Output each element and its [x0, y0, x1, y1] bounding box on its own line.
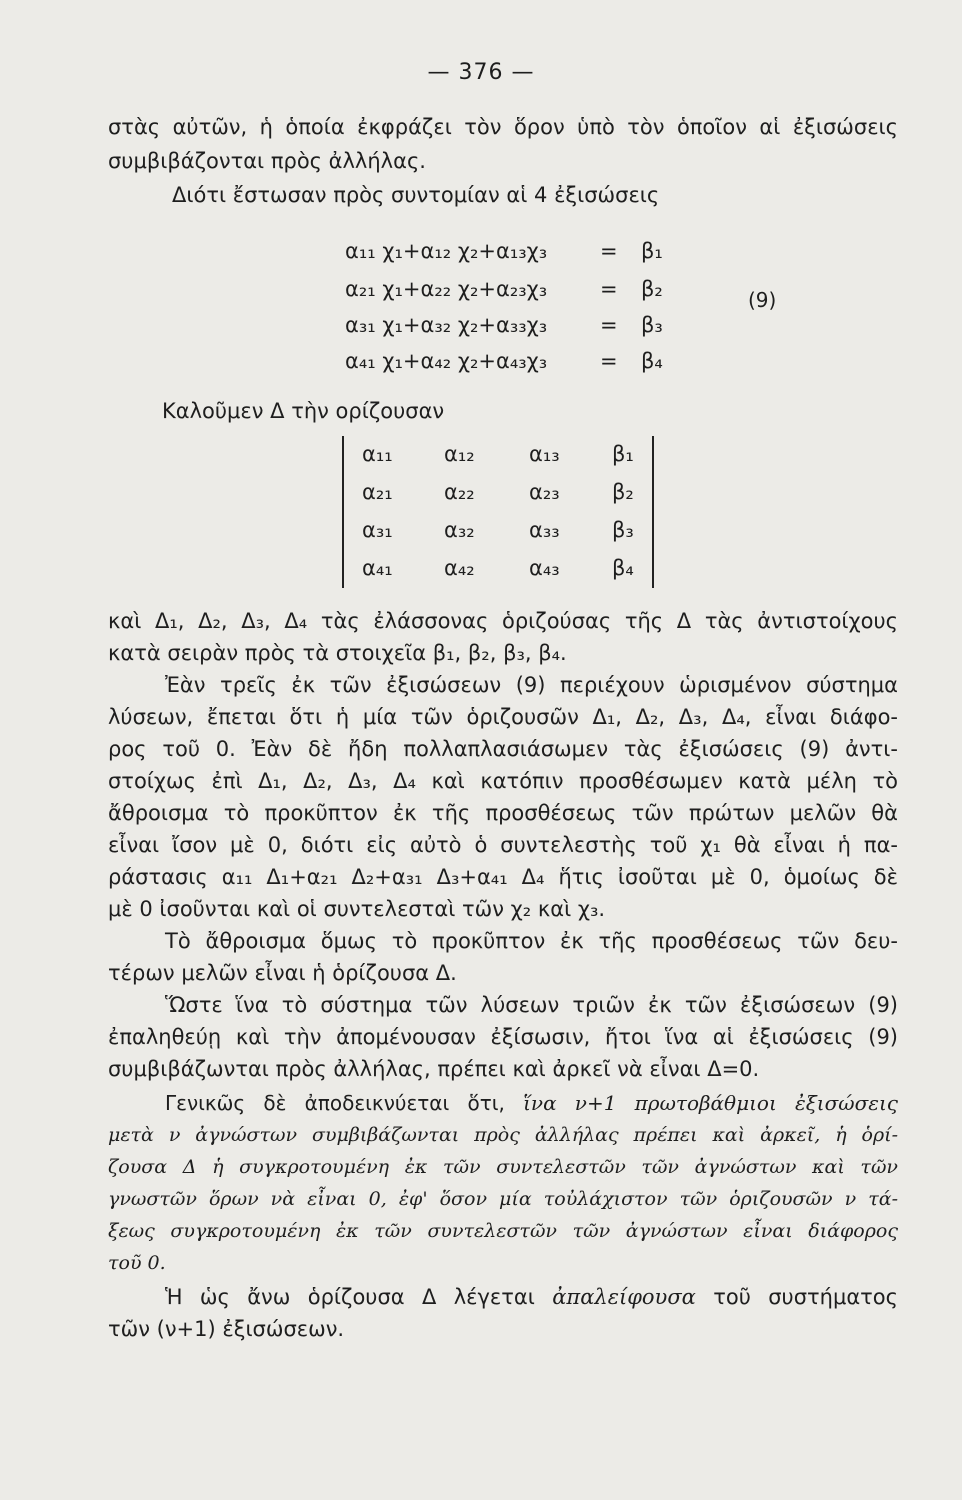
body-line: συμβιβάζωνται πρὸς ἀλλήλας, πρέπει καὶ ἀρκεῖ νὰ εἶναι Δ=0.	[108, 1057, 760, 1081]
intro-line-2: συμβιβάζονται πρὸς ἀλλήλας.	[108, 149, 426, 173]
equation-row	[345, 344, 665, 378]
intro-line-3: Διότι ἔστωσαν πρὸς συντομίαν αἱ 4 ἐξισώσεις	[172, 183, 660, 207]
body-line: τέρων μελῶν εἶναι ἡ ὁρίζουσα Δ.	[108, 961, 457, 985]
equation-rhs: β₄	[641, 349, 663, 373]
matrix-cell: α₂₃	[529, 480, 560, 504]
equation-lhs: α₂₁ χ₁+α₂₂ χ₂+α₂₃χ₃	[345, 277, 548, 301]
body-line: μὲ 0 ἰσοῦνται καὶ οἱ συντελεσταὶ τῶν χ₂ καὶ χ₃.	[108, 897, 606, 921]
matrix-cell: α₁₂	[444, 442, 475, 466]
body-line: ἄθροισμα τὸ προκῦπτον ἐκ τῆς προσθέσεως τῶν πρώτων μελῶν θὰ	[108, 801, 898, 825]
theorem-text: ἵνα ν+1 πρωτοβάθμιοι ἐξισώσεις	[523, 1091, 899, 1115]
matrix-cell: α₃₂	[444, 518, 475, 542]
closing-term: ἀπαλείφουσα	[552, 1285, 696, 1309]
equals-sign: =	[600, 239, 618, 263]
body-line: εἶναι ἴσον μὲ 0, διότι εἰς αὐτὸ ὁ συντελεστὴς τοῦ χ₁ θὰ εἶναι ἡ πα-	[108, 833, 898, 857]
equation-rhs: β₂	[641, 277, 663, 301]
matrix-cell: β₂	[612, 480, 634, 504]
theorem-line: μετὰ ν ἀγνώστων συμβιβάζωνται πρὸς ἀλλήλας πρέπει καὶ ἀρκεῖ, ἡ ὁρί-	[108, 1124, 898, 1146]
matrix-cell: α₁₃	[529, 442, 560, 466]
equation-lhs: α₁₁ χ₁+α₁₂ χ₂+α₁₃χ₃	[345, 239, 548, 263]
theorem-line: τοῦ 0.	[108, 1252, 166, 1274]
intro-line-1: στὰς αὐτῶν, ἡ ὁποία ἐκφράζει τὸν ὅρον ὑπὸ τὸν ὁποῖον αἱ ἐξισώσεις	[108, 115, 898, 139]
matrix-cell: α₄₃	[529, 556, 560, 580]
body-line: Ὥστε ἵνα τὸ σύστημα τῶν λύσεων τριῶν ἐκ τῶν ἐξισώσεων (9)	[165, 993, 898, 1017]
equation-rhs: β₃	[641, 313, 663, 337]
equation-row	[345, 308, 665, 342]
theorem-line: γνωστῶν ὅρων νὰ εἶναι 0, ἐφ' ὅσον μία τοὐλάχιστον τῶν ὁριζουσῶν ν τά-	[108, 1188, 898, 1210]
closing-after: τοῦ συστήματος	[713, 1285, 898, 1309]
theorem-line: ζουσα Δ ἡ συγκροτουμένη ἐκ τῶν συντελεστῶν τῶν ἀγνώστων καὶ τῶν	[108, 1156, 898, 1178]
equation-lhs: α₃₁ χ₁+α₃₂ χ₂+α₃₃χ₃	[345, 313, 548, 337]
theorem-line-1	[165, 1088, 898, 1118]
equation-row	[345, 234, 665, 268]
closing-line-2: τῶν (ν+1) ἐξισώσεων.	[108, 1317, 345, 1341]
closing-line-1	[165, 1282, 898, 1312]
matrix-cell: α₂₁	[362, 480, 393, 504]
matrix-cell: β₁	[612, 442, 634, 466]
body-line: λύσεων, ἔπεται ὅτι ἡ μία τῶν ὁριζουσῶν Δ₁, Δ₂, Δ₃, Δ₄, εἶναι διάφο-	[108, 705, 898, 729]
equation-row	[345, 272, 665, 306]
matrix-cell: β₃	[612, 518, 634, 542]
equals-sign: =	[600, 313, 618, 337]
equals-sign: =	[600, 277, 618, 301]
body-line: καὶ Δ₁, Δ₂, Δ₃, Δ₄ τὰς ἐλάσσονας ὁριζούσας τῆς Δ τὰς ἀντιστοίχους	[108, 609, 898, 633]
determinant-matrix	[342, 436, 654, 588]
body-line: ἐπαληθεύῃ καὶ τὴν ἀπομένουσαν ἐξίσωσιν, ἤτοι ἵνα αἱ ἐξισώσεις (9)	[108, 1025, 898, 1049]
body-line: στοίχως ἐπὶ Δ₁, Δ₂, Δ₃, Δ₄ καὶ κατόπιν προσθέσωμεν κατὰ μέλη τὸ	[108, 769, 898, 793]
matrix-cell: α₄₂	[444, 556, 475, 580]
theorem-lead: Γενικῶς δὲ ἀποδεικνύεται ὅτι,	[165, 1091, 505, 1115]
equation-rhs: β₁	[641, 239, 663, 263]
matrix-cell: α₄₁	[362, 556, 393, 580]
matrix-cell: β₄	[612, 556, 634, 580]
equation-lhs: α₄₁ χ₁+α₄₂ χ₂+α₄₃χ₃	[345, 349, 548, 373]
matrix-cell: α₃₃	[529, 518, 560, 542]
matrix-cell: α₁₁	[362, 442, 393, 466]
body-line: ρος τοῦ 0. Ἐὰν δὲ ἤδη πολλαπλασιάσωμεν τὰς ἐξισώσεις (9) ἀντι-	[108, 737, 898, 761]
theorem-line: ξεως συγκροτουμένη ἐκ τῶν συντελεστῶν τῶν ἀγνώστων εἶναι διάφορος	[108, 1220, 898, 1242]
body-line: Ἐὰν τρεῖς ἐκ τῶν ἐξισώσεων (9) περιέχουν ὡρισμένον σύστημα	[165, 673, 898, 697]
body-line: ράστασις α₁₁ Δ₁+α₂₁ Δ₂+α₃₁ Δ₃+α₄₁ Δ₄ ἥτις ἰσοῦται μὲ 0, ὁμοίως δὲ	[108, 865, 898, 889]
closing-before: Ἡ ὡς ἄνω ὁρίζουσα Δ λέγεται	[165, 1285, 535, 1309]
equals-sign: =	[600, 349, 618, 373]
determinant-intro: Καλοῦμεν Δ τὴν ορίζουσαν	[162, 399, 445, 423]
body-line: κατὰ σειρὰν πρὸς τὰ στοιχεῖα β₁, β₂, β₃, β₄.	[108, 641, 567, 665]
matrix-cell: α₃₁	[362, 518, 393, 542]
matrix-cell: α₂₂	[444, 480, 475, 504]
equation-number: (9)	[748, 288, 777, 312]
body-line: Τὸ ἄθροισμα ὅμως τὸ προκῦπτον ἐκ τῆς προσθέσεως τῶν δευ-	[165, 929, 898, 953]
page-number: — 376 —	[427, 60, 535, 85]
